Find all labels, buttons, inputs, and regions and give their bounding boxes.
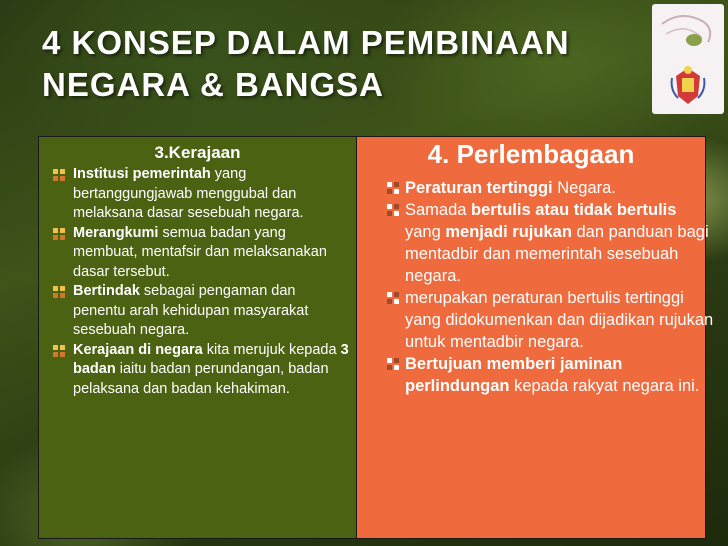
windmill-bullet-icon xyxy=(53,228,65,240)
item-text: yang xyxy=(405,223,446,241)
windmill-bullet-icon xyxy=(387,292,399,304)
comparison-table xyxy=(38,136,714,539)
item-text: sebagai pengaman dan penentu arah kehidupan masyarakat sesebuah negara. xyxy=(73,283,309,338)
list-item xyxy=(385,177,715,199)
crest-logo xyxy=(652,4,724,114)
windmill-bullet-icon xyxy=(53,345,65,357)
list-item xyxy=(53,341,349,400)
item-text: kita merujuk kepada xyxy=(202,341,341,358)
windmill-bullet-icon xyxy=(53,169,65,181)
list-item xyxy=(53,282,349,341)
item-text: semua badan yang membuat, mentafsir dan melaksanakan dasar tersebut. xyxy=(73,224,327,280)
list-item xyxy=(385,199,715,287)
windmill-bullet-icon xyxy=(387,358,399,370)
item-bold-text: 3 badan xyxy=(73,341,349,377)
item-bold-text: Merangkumi xyxy=(73,224,159,241)
windmill-bullet-icon xyxy=(53,286,65,298)
item-text: Samada xyxy=(405,201,472,219)
item-bold-text: bertulis atau tidak bertulis xyxy=(471,201,677,219)
item-bold-text: Peraturan tertinggi xyxy=(405,179,553,197)
list-item xyxy=(53,224,349,283)
kerajaan-heading: 3.Kerajaan xyxy=(154,143,241,162)
item-bold-text: Bertujuan memberi jaminan perlindungan xyxy=(405,355,623,395)
list-item xyxy=(385,287,715,353)
item-bold-text: menjadi rujukan xyxy=(445,223,572,241)
kerajaan-column xyxy=(39,137,357,538)
perlembagaan-heading: 4. Perlembagaan xyxy=(427,139,635,169)
item-text: merupakan peraturan bertulis tertinggi yang didokumenkan dan dijadikan rujukan untuk mentadbir negara. xyxy=(405,289,714,351)
slide-title-line2: NEGARA & BANGSA xyxy=(42,66,384,103)
windmill-bullet-icon xyxy=(387,182,399,194)
item-bold-text: Kerajaan di negara xyxy=(73,341,203,358)
slide-title-line1: 4 KONSEP DALAM PEMBINAAN xyxy=(42,24,570,61)
item-bold-text: Bertindak xyxy=(73,283,140,299)
slide-title xyxy=(42,22,642,106)
item-text: iaitu badan perundangan, badan pelaksana dan badan kehakiman. xyxy=(73,361,329,397)
item-text: yang bertanggungjawab menggubal dan melaksana dasar sesebuah negara. xyxy=(73,166,304,221)
item-text: Negara. xyxy=(552,179,616,197)
perlembagaan-column xyxy=(357,137,714,538)
perlembagaan-list xyxy=(385,177,715,397)
item-text: kepada rakyat negara ini. xyxy=(509,377,700,395)
item-text: dan panduan bagi mentadbir dan memerintah sesebuah negara. xyxy=(405,223,709,285)
item-bold-text: Institusi pemerintah xyxy=(73,166,211,182)
list-item xyxy=(53,165,349,224)
list-item xyxy=(385,353,715,397)
kerajaan-list xyxy=(53,165,349,399)
windmill-bullet-icon xyxy=(387,204,399,216)
